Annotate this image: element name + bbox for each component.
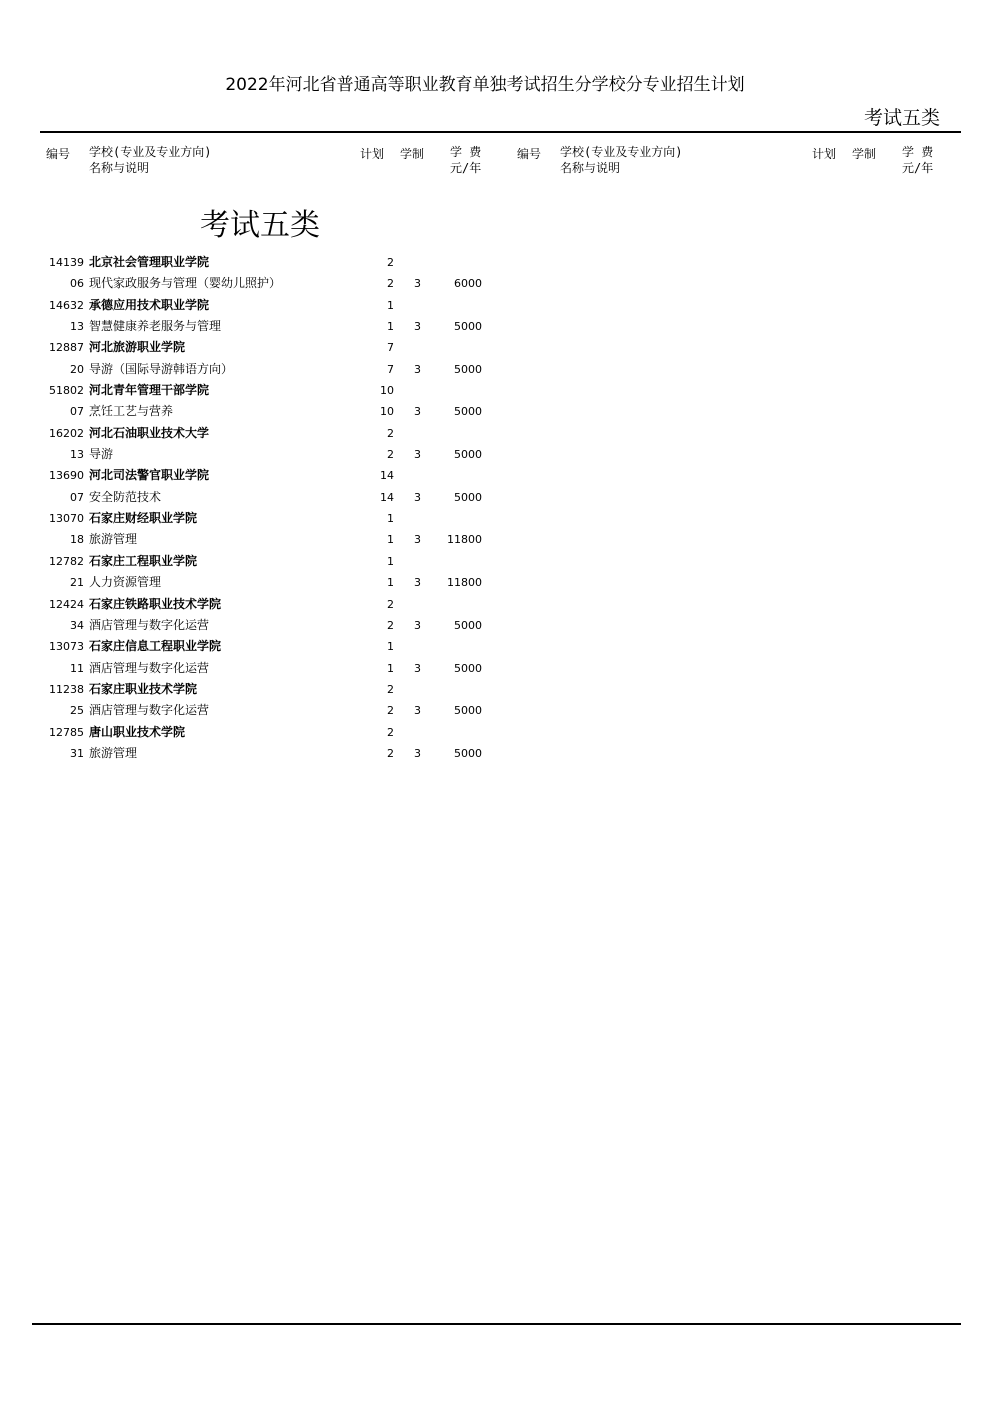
- row-fee: 11800: [447, 533, 482, 547]
- row-plan: 2: [387, 682, 394, 696]
- row-fee: 5000: [454, 704, 482, 718]
- school-row: [0, 636, 500, 657]
- row-name: 石家庄铁路职业技术学院: [89, 596, 222, 611]
- row-plan: 10: [380, 405, 394, 419]
- row-fee: 6000: [454, 277, 482, 291]
- row-name: 北京社会管理职业学院: [89, 255, 210, 269]
- row-code: 12785: [49, 725, 84, 739]
- row-plan: 2: [387, 448, 394, 462]
- row-years: 3: [414, 661, 421, 675]
- row-plan: 1: [387, 554, 394, 568]
- row-fee: 5000: [454, 405, 482, 419]
- row-code: 51802: [49, 384, 84, 398]
- column-header-school-left: [89, 144, 211, 176]
- row-name: 现代家政服务与管理（婴幼儿照护）: [89, 276, 282, 291]
- row-years: 3: [414, 618, 421, 632]
- row-name: 酒店管理与数字化运营: [89, 703, 210, 718]
- row-name: 石家庄信息工程职业学院: [89, 639, 222, 654]
- row-plan: 7: [387, 341, 394, 355]
- row-years: 3: [414, 405, 421, 419]
- row-years: 3: [414, 704, 421, 718]
- page-title: 2022年河北省普通高等职业教育单独考试招生分学校分专业招生计划: [225, 75, 745, 95]
- row-fee: 5000: [454, 490, 482, 504]
- row-name: 石家庄工程职业学院: [89, 553, 198, 568]
- row-plan: 1: [387, 512, 394, 526]
- school-row: [0, 295, 500, 316]
- column-header-fee-line1: 学 费: [902, 145, 934, 159]
- row-plan: 2: [387, 618, 394, 632]
- row-code: 13: [70, 320, 84, 334]
- school-row: [0, 594, 500, 615]
- major-row: [0, 529, 500, 550]
- school-row: [0, 465, 500, 486]
- row-plan: 14: [380, 469, 394, 483]
- column-header-school-line2: 名称与说明: [89, 161, 150, 175]
- row-plan: 2: [387, 704, 394, 718]
- column-header-code-left: 编号: [46, 147, 71, 161]
- row-code: 13070: [49, 512, 84, 526]
- row-name: 烹饪工艺与营养: [89, 404, 174, 419]
- row-plan: 1: [387, 576, 394, 590]
- major-row: [0, 444, 500, 465]
- row-plan: 10: [380, 384, 394, 398]
- row-years: 3: [414, 533, 421, 547]
- top-rule: [40, 131, 961, 133]
- column-header-plan-right: 计划: [812, 147, 837, 161]
- row-code: 34: [70, 618, 84, 632]
- enrollment-table: [0, 252, 500, 764]
- major-row: [0, 273, 500, 294]
- column-header-school-line1: 学校(专业及专业方向): [89, 145, 212, 159]
- column-header-school-line1: 学校(专业及专业方向): [560, 145, 683, 159]
- major-row: [0, 658, 500, 679]
- row-name: 旅游管理: [89, 745, 138, 760]
- major-row: [0, 401, 500, 422]
- row-name: 酒店管理与数字化运营: [89, 617, 210, 632]
- school-row: [0, 252, 500, 273]
- column-header-school-line2: 名称与说明: [560, 161, 621, 175]
- row-plan: 2: [387, 277, 394, 291]
- row-plan: 2: [387, 597, 394, 611]
- row-plan: 2: [387, 426, 394, 440]
- column-header-fee-right: [902, 144, 933, 176]
- row-years: 3: [414, 576, 421, 590]
- major-row: [0, 487, 500, 508]
- row-code: 07: [70, 490, 84, 504]
- row-plan: 7: [387, 362, 394, 376]
- row-fee: 5000: [454, 618, 482, 632]
- row-code: 12424: [49, 597, 84, 611]
- column-header-plan-left: 计划: [360, 147, 385, 161]
- row-code: 16202: [49, 426, 84, 440]
- row-name: 河北石油职业技术大学: [89, 425, 210, 440]
- school-row: [0, 679, 500, 700]
- column-header-years-right: 学制: [852, 147, 877, 161]
- row-fee: 5000: [454, 448, 482, 462]
- row-code: 25: [70, 704, 84, 718]
- category-label: 考试五类: [863, 107, 940, 129]
- row-name: 河北司法警官职业学院: [89, 468, 210, 483]
- row-code: 18: [70, 533, 84, 547]
- major-row: [0, 700, 500, 721]
- major-row: [0, 615, 500, 636]
- row-code: 14139: [49, 256, 84, 269]
- column-header-fee-line1: 学 费: [450, 145, 482, 159]
- row-code: 07: [70, 405, 84, 419]
- bottom-rule: [32, 1323, 961, 1325]
- row-plan: 2: [387, 725, 394, 739]
- row-code: 21: [70, 576, 84, 590]
- row-code: 20: [70, 362, 84, 376]
- row-fee: 11800: [447, 576, 482, 590]
- row-years: 3: [414, 362, 421, 376]
- row-code: 31: [70, 746, 84, 760]
- school-row: [0, 337, 500, 358]
- major-row: [0, 743, 500, 764]
- row-name: 河北青年管理干部学院: [89, 383, 210, 398]
- row-name: 石家庄职业技术学院: [89, 681, 198, 696]
- school-row: [0, 722, 500, 743]
- row-fee: 5000: [454, 320, 482, 334]
- row-code: 13073: [49, 640, 84, 654]
- row-name: 安全防范技术: [89, 489, 162, 504]
- row-name: 河北旅游职业学院: [89, 340, 186, 355]
- row-name: 承德应用技术职业学院: [89, 297, 210, 312]
- row-plan: 1: [387, 661, 394, 675]
- row-code: 14632: [49, 298, 84, 312]
- row-name: 人力资源管理: [89, 575, 162, 590]
- row-code: 11238: [49, 682, 84, 696]
- school-row: [0, 508, 500, 529]
- row-name: 旅游管理: [89, 532, 138, 547]
- row-code: 13: [70, 448, 84, 462]
- major-row: [0, 572, 500, 593]
- row-plan: 2: [387, 256, 394, 269]
- row-code: 12887: [49, 341, 84, 355]
- column-header-code-right: 编号: [517, 147, 542, 161]
- column-header-fee-left: [450, 144, 481, 176]
- column-header-fee-line2: 元/年: [450, 161, 482, 175]
- row-fee: 5000: [454, 362, 482, 376]
- row-plan: 1: [387, 298, 394, 312]
- school-row: [0, 551, 500, 572]
- row-fee: 5000: [454, 661, 482, 675]
- row-name: 石家庄财经职业学院: [89, 511, 198, 526]
- row-name: 唐山职业技术学院: [89, 724, 186, 739]
- row-name: 酒店管理与数字化运营: [89, 660, 210, 675]
- column-header-school-right: [560, 144, 682, 176]
- row-plan: 1: [387, 533, 394, 547]
- column-header-fee-line2: 元/年: [902, 161, 934, 175]
- row-years: 3: [414, 490, 421, 504]
- row-name: 导游（国际导游韩语方向）: [89, 361, 234, 376]
- row-years: 3: [414, 746, 421, 760]
- column-header-years-left: 学制: [400, 147, 425, 161]
- row-plan: 2: [387, 746, 394, 760]
- row-years: 3: [414, 320, 421, 334]
- major-row: [0, 359, 500, 380]
- school-row: [0, 380, 500, 401]
- row-code: 12782: [49, 554, 84, 568]
- row-name: 智慧健康养老服务与管理: [89, 319, 222, 334]
- school-row: [0, 423, 500, 444]
- row-code: 06: [70, 277, 84, 291]
- row-years: 3: [414, 277, 421, 291]
- row-name: 导游: [89, 447, 114, 462]
- row-code: 13690: [49, 469, 84, 483]
- row-plan: 1: [387, 640, 394, 654]
- row-years: 3: [414, 448, 421, 462]
- row-plan: 1: [387, 320, 394, 334]
- row-plan: 14: [380, 490, 394, 504]
- section-title: 考试五类: [200, 208, 320, 243]
- row-code: 11: [70, 661, 84, 675]
- row-fee: 5000: [454, 746, 482, 760]
- major-row: [0, 316, 500, 337]
